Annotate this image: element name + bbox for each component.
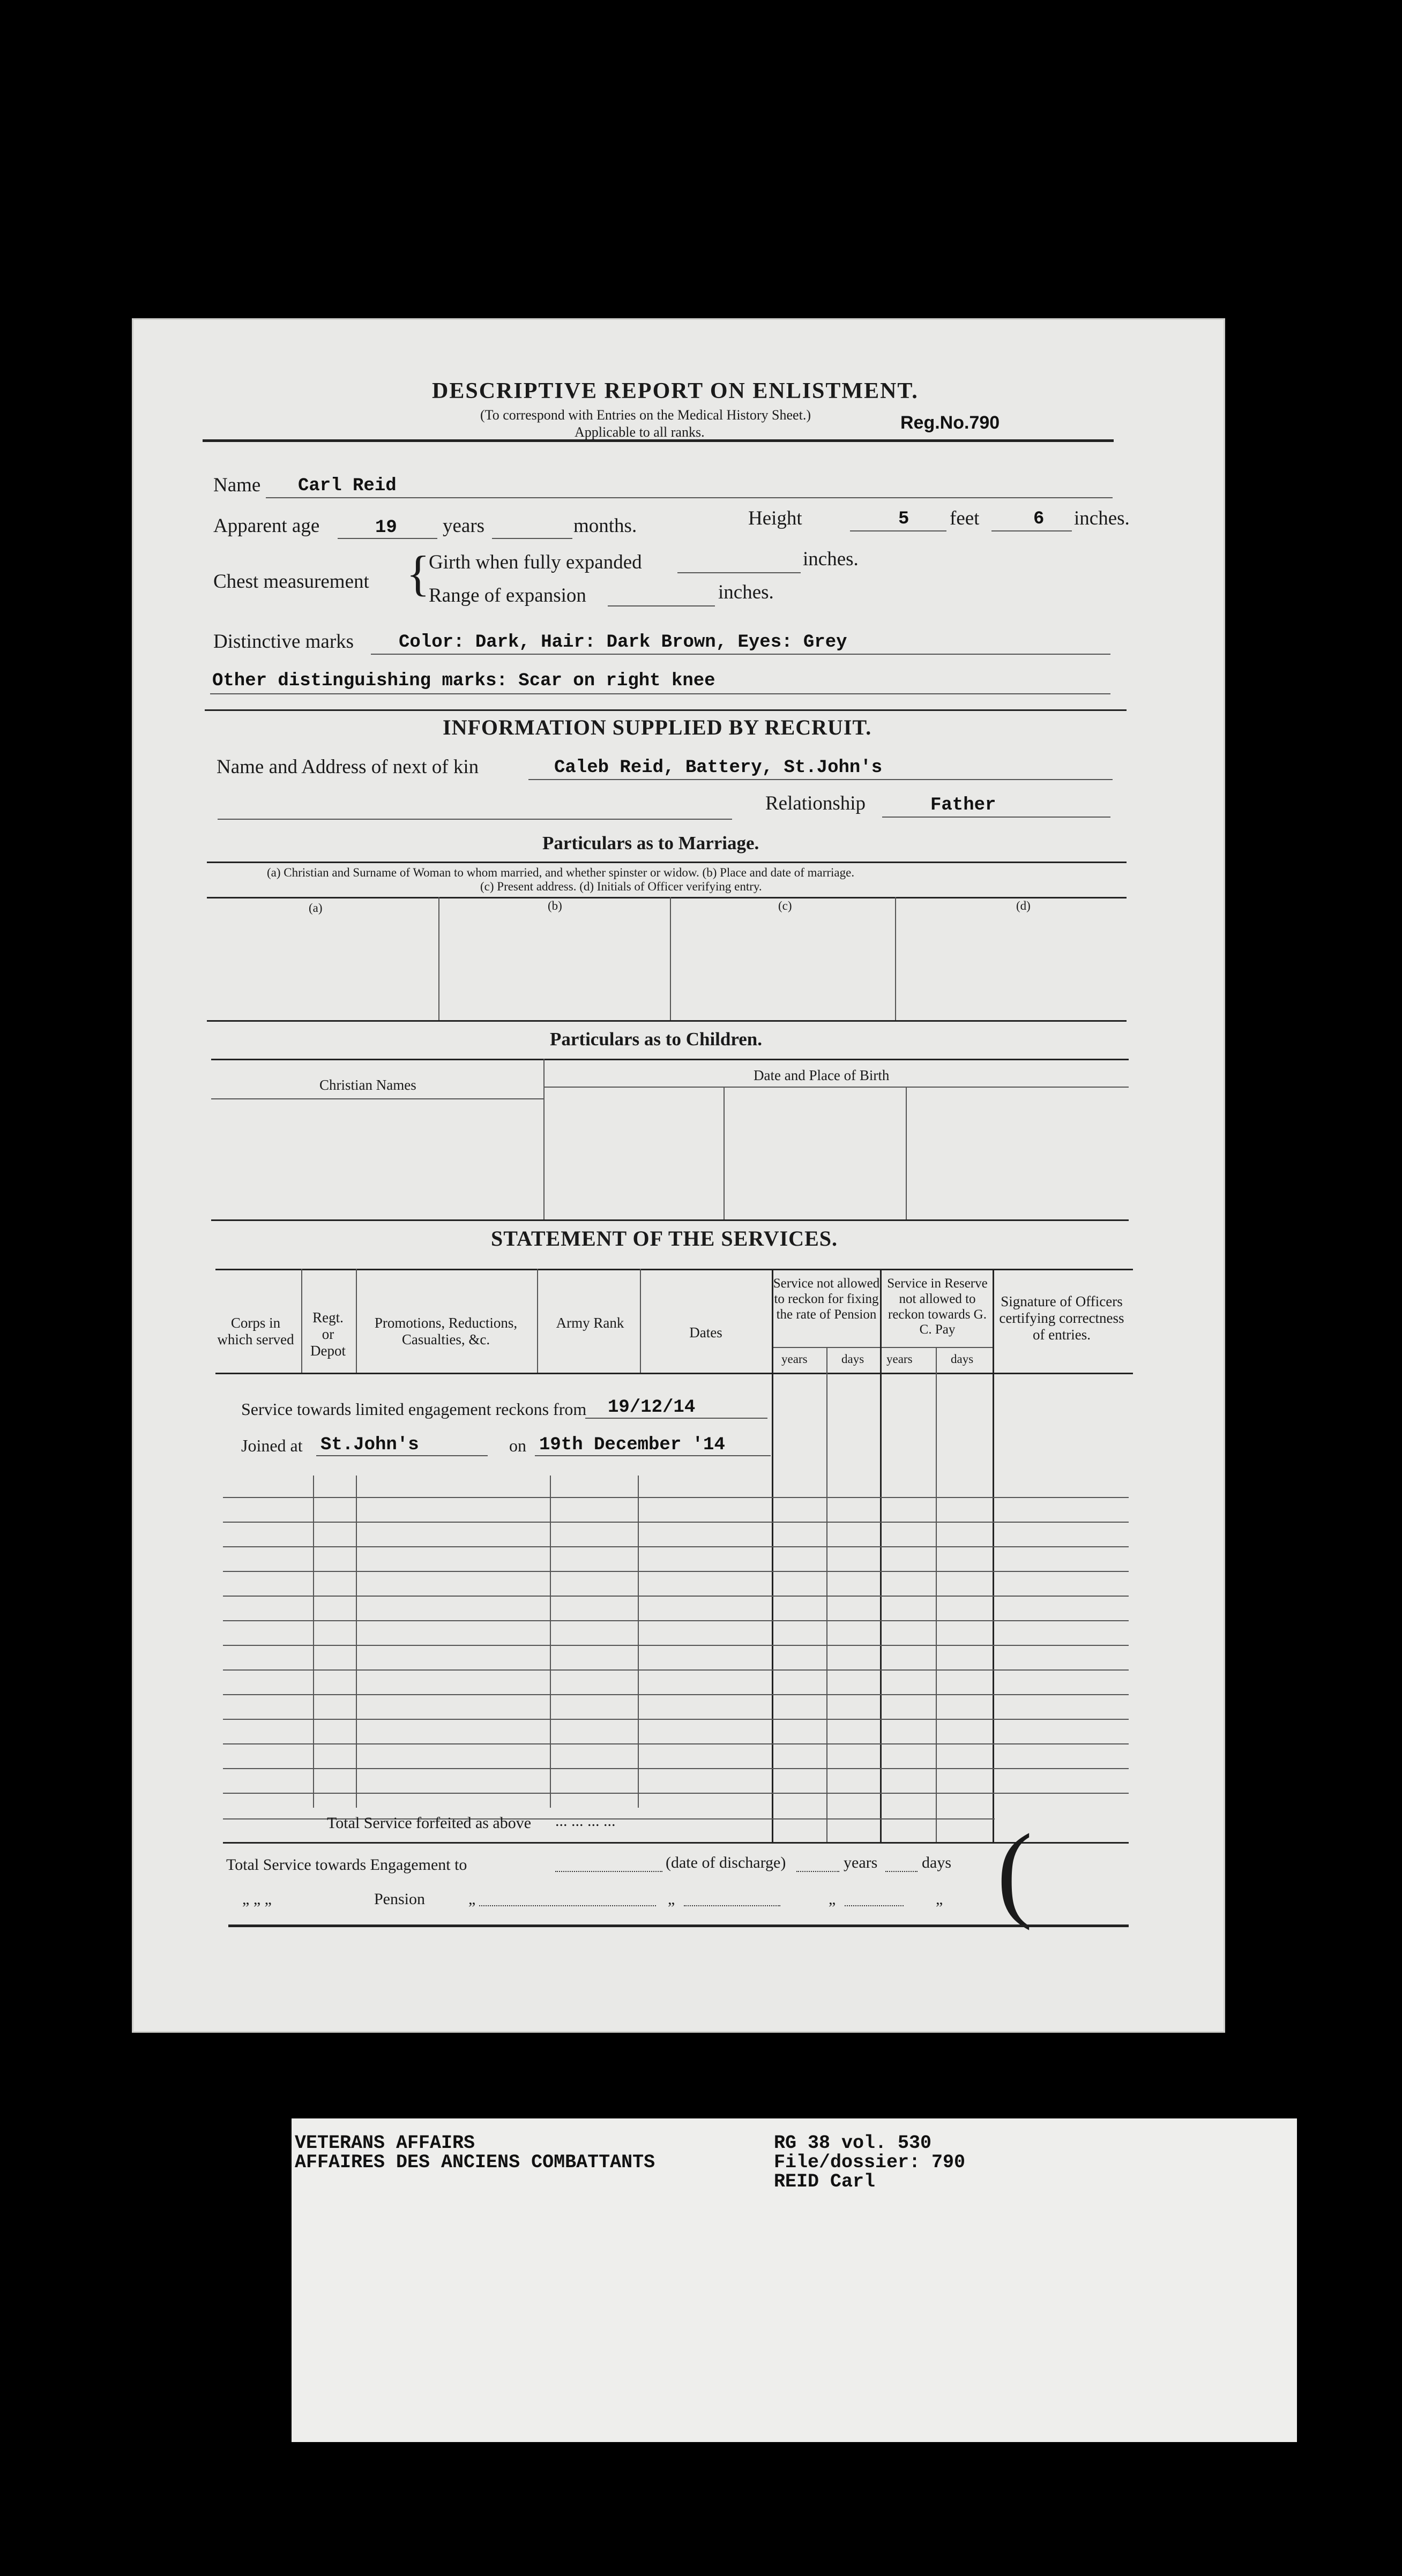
recruit-top-rule — [205, 709, 1127, 711]
grid-div-1 — [313, 1476, 314, 1808]
services-hdr-div-3 — [537, 1269, 538, 1373]
other-marks-underline — [210, 693, 1110, 694]
col-pension: Service not allowed to reckon for fixing the rate of Pension — [773, 1276, 880, 1322]
children-divider-1 — [543, 1059, 545, 1219]
marriage-header-rule — [207, 897, 1127, 898]
pension-dots-3 — [845, 1905, 904, 1906]
feet-label-text: feet — [950, 507, 980, 529]
recruit-header: INFORMATION SUPPLIED BY RECRUIT. — [443, 715, 872, 739]
limited-underline — [585, 1418, 767, 1419]
marks-underline — [371, 654, 1110, 655]
kin-label: Name and Address of next of kin — [217, 756, 479, 778]
forfeited-label: Total Service forfeited as above — [327, 1814, 532, 1832]
enlistment-form — [132, 318, 1225, 2033]
pension-ditto-prefix: „ „ „ — [242, 1890, 272, 1908]
range-unit: inches. — [718, 581, 774, 603]
forfeited-dots: ... ... ... ... — [555, 1812, 616, 1830]
joined-place: St.John's — [320, 1435, 419, 1455]
feet-label — [950, 507, 979, 530]
col-corps: Corps in which served — [217, 1315, 294, 1348]
grid-div-2 — [356, 1476, 357, 1808]
col-reserve: Service in Reserve not allowed to reckon towards G. C. Pay — [887, 1276, 988, 1337]
children-header: Particulars as to Children. — [550, 1029, 763, 1050]
kin-value: Caleb Reid, Battery, St.John's — [554, 758, 883, 778]
grid-row-12 — [223, 1768, 1129, 1769]
services-div-pension — [772, 1269, 773, 1842]
marriage-top-rule — [207, 862, 1127, 863]
card-ref-file: File/dossier: 790 — [774, 2152, 966, 2173]
height-label: Height — [748, 507, 802, 529]
inches-underline — [991, 530, 1072, 531]
pension-ditto-4: „ — [936, 1890, 943, 1908]
pension-ditto-2: „ — [668, 1890, 675, 1908]
total-dots-1 — [555, 1871, 662, 1872]
marriage-desc-2: (c) Present address. (d) Initials of Officer verifying entry. — [480, 880, 762, 893]
joined-date-underline — [535, 1455, 771, 1456]
pension-ditto-1: „ — [468, 1890, 476, 1908]
forfeited-rule — [223, 1842, 1129, 1844]
pension-days: days — [841, 1352, 864, 1366]
kin-address-underline — [218, 819, 732, 820]
limited-value: 19/12/14 — [608, 1397, 696, 1418]
pension-label: Pension — [374, 1890, 426, 1908]
children-col-names: Christian Names — [319, 1077, 416, 1093]
grid-row-11 — [223, 1743, 1129, 1744]
relationship-label: Relationship — [765, 792, 866, 814]
relationship-value: Father — [930, 795, 996, 815]
pension-years: years — [781, 1352, 808, 1366]
marks-label: Distinctive marks — [213, 631, 354, 653]
discharge-label: (date of discharge) — [666, 1854, 786, 1871]
joined-label: Joined at — [241, 1436, 303, 1455]
other-marks-value: Other distinguishing marks: Scar on right knee — [212, 671, 715, 691]
age-label: Apparent age — [213, 515, 320, 537]
header-rule — [203, 439, 1114, 442]
age-underline — [338, 538, 437, 539]
form-subtitle: (To correspond with Entries on the Medical History Sheet.) — [480, 407, 811, 423]
card-org-fr: AFFAIRES DES ANCIENS COMBATTANTS — [295, 2152, 655, 2173]
relationship-underline — [882, 817, 1110, 818]
children-names-rule — [211, 1098, 543, 1099]
pension-dots-2 — [684, 1905, 780, 1906]
marriage-bottom-rule — [207, 1020, 1127, 1022]
card-ref-name: REID Carl — [774, 2171, 876, 2192]
grid-row-3 — [223, 1546, 1129, 1547]
marriage-col-d: (d) — [1016, 899, 1031, 912]
card-org-en: VETERANS AFFAIRS — [295, 2132, 475, 2154]
joined-on-label: on — [509, 1436, 526, 1455]
name-underline — [266, 497, 1113, 498]
height-inches-value: 6 — [1033, 509, 1045, 529]
height-feet-value: 5 — [898, 509, 909, 529]
girth-unit: inches. — [803, 548, 859, 570]
total-days-label: days — [922, 1854, 951, 1871]
services-header-rule — [215, 1373, 1133, 1374]
services-div-signature — [993, 1269, 994, 1842]
marriage-col-a: (a) — [309, 901, 323, 915]
marriage-col-c: (c) — [778, 899, 792, 912]
marriage-divider-2 — [670, 897, 671, 1020]
joined-place-underline — [316, 1455, 488, 1456]
services-div-reserve — [880, 1269, 882, 1842]
range-label: Range of expansion — [429, 585, 586, 606]
form-subtitle-applicable: Applicable to all ranks. — [575, 424, 705, 440]
col-signature: Signature of Officers certifying correctness of entries. — [999, 1293, 1124, 1343]
grid-div-4 — [638, 1476, 639, 1808]
services-hdr-div-1 — [301, 1269, 302, 1373]
grid-row-1 — [223, 1497, 1129, 1498]
grid-row-2 — [223, 1522, 1129, 1523]
children-divider-2 — [724, 1087, 725, 1219]
grid-row-6 — [223, 1620, 1129, 1621]
chest-label: Chest measurement — [213, 571, 369, 593]
total-label: Total Service towards Engagement to — [226, 1856, 467, 1874]
name-label: Name — [213, 474, 261, 496]
children-col-birth: Date and Place of Birth — [754, 1067, 890, 1083]
services-header: STATEMENT OF THE SERVICES. — [491, 1226, 838, 1250]
range-underline — [608, 605, 715, 606]
form-bottom-rule — [228, 1924, 1129, 1927]
grid-row-10 — [223, 1719, 1129, 1720]
registration-number: Reg.No.790 — [900, 413, 1000, 433]
inches-label: inches. — [1074, 507, 1130, 529]
services-hdr-div-4 — [640, 1269, 641, 1373]
children-bottom-rule — [211, 1219, 1129, 1221]
grid-row-8 — [223, 1669, 1129, 1671]
services-top-rule — [215, 1269, 1133, 1270]
grid-row-9 — [223, 1694, 1129, 1695]
months-label: months. — [573, 515, 637, 537]
age-value: 19 — [375, 518, 397, 538]
chest-brace: { — [406, 546, 430, 601]
grid-row-4 — [223, 1571, 1129, 1572]
col-promotions: Promotions, Reductions, Casualties, &c. — [374, 1315, 518, 1348]
children-top-rule — [211, 1059, 1129, 1060]
col-dates: Dates — [689, 1324, 722, 1341]
col-rank: Army Rank — [556, 1315, 624, 1331]
signature-bracket: ( — [997, 1813, 1033, 1931]
years-days-rule — [772, 1347, 993, 1348]
kin-underline — [528, 779, 1113, 780]
total-years-label: years — [844, 1854, 878, 1871]
grid-div-3 — [550, 1476, 551, 1808]
col-regt: Regt. or Depot — [310, 1309, 346, 1359]
marriage-desc-1: (a) Christian and Surname of Woman to whom married, and whether spinster or widow. (b) Place and date of marriage. — [267, 866, 855, 879]
pension-ditto-3: „ — [829, 1890, 836, 1908]
children-divider-3 — [906, 1087, 907, 1219]
reserve-years: years — [886, 1352, 913, 1366]
total-dots-2 — [796, 1871, 839, 1872]
marks-value: Color: Dark, Hair: Dark Brown, Eyes: Grey — [399, 632, 847, 653]
card-ref-volume: RG 38 vol. 530 — [774, 2132, 932, 2154]
marriage-divider-3 — [895, 897, 896, 1020]
reserve-days: days — [951, 1352, 974, 1366]
feet-underline — [850, 530, 946, 531]
girth-label: Girth when fully expanded — [429, 551, 642, 573]
form-title: DESCRIPTIVE REPORT ON ENLISTMENT. — [432, 379, 919, 403]
limited-label: Service towards limited engagement reckons from — [241, 1399, 587, 1419]
years-label: years — [443, 515, 485, 537]
girth-underline-line — [677, 572, 801, 573]
joined-date: 19th December '14 — [539, 1435, 725, 1455]
marriage-col-b: (b) — [548, 899, 562, 912]
pension-dots-1 — [479, 1905, 656, 1906]
children-sub-rule — [545, 1087, 1129, 1088]
grid-row-7 — [223, 1645, 1129, 1646]
grid-row-13 — [223, 1793, 1129, 1794]
grid-row-5 — [223, 1596, 1129, 1597]
months-underline — [492, 538, 572, 539]
archive-reference-card — [292, 2118, 1297, 2442]
marriage-header: Particulars as to Marriage. — [542, 833, 759, 853]
marriage-divider-1 — [438, 897, 439, 1020]
services-hdr-div-2 — [356, 1269, 357, 1373]
name-value: Carl Reid — [298, 476, 397, 496]
total-dots-3 — [885, 1871, 918, 1872]
